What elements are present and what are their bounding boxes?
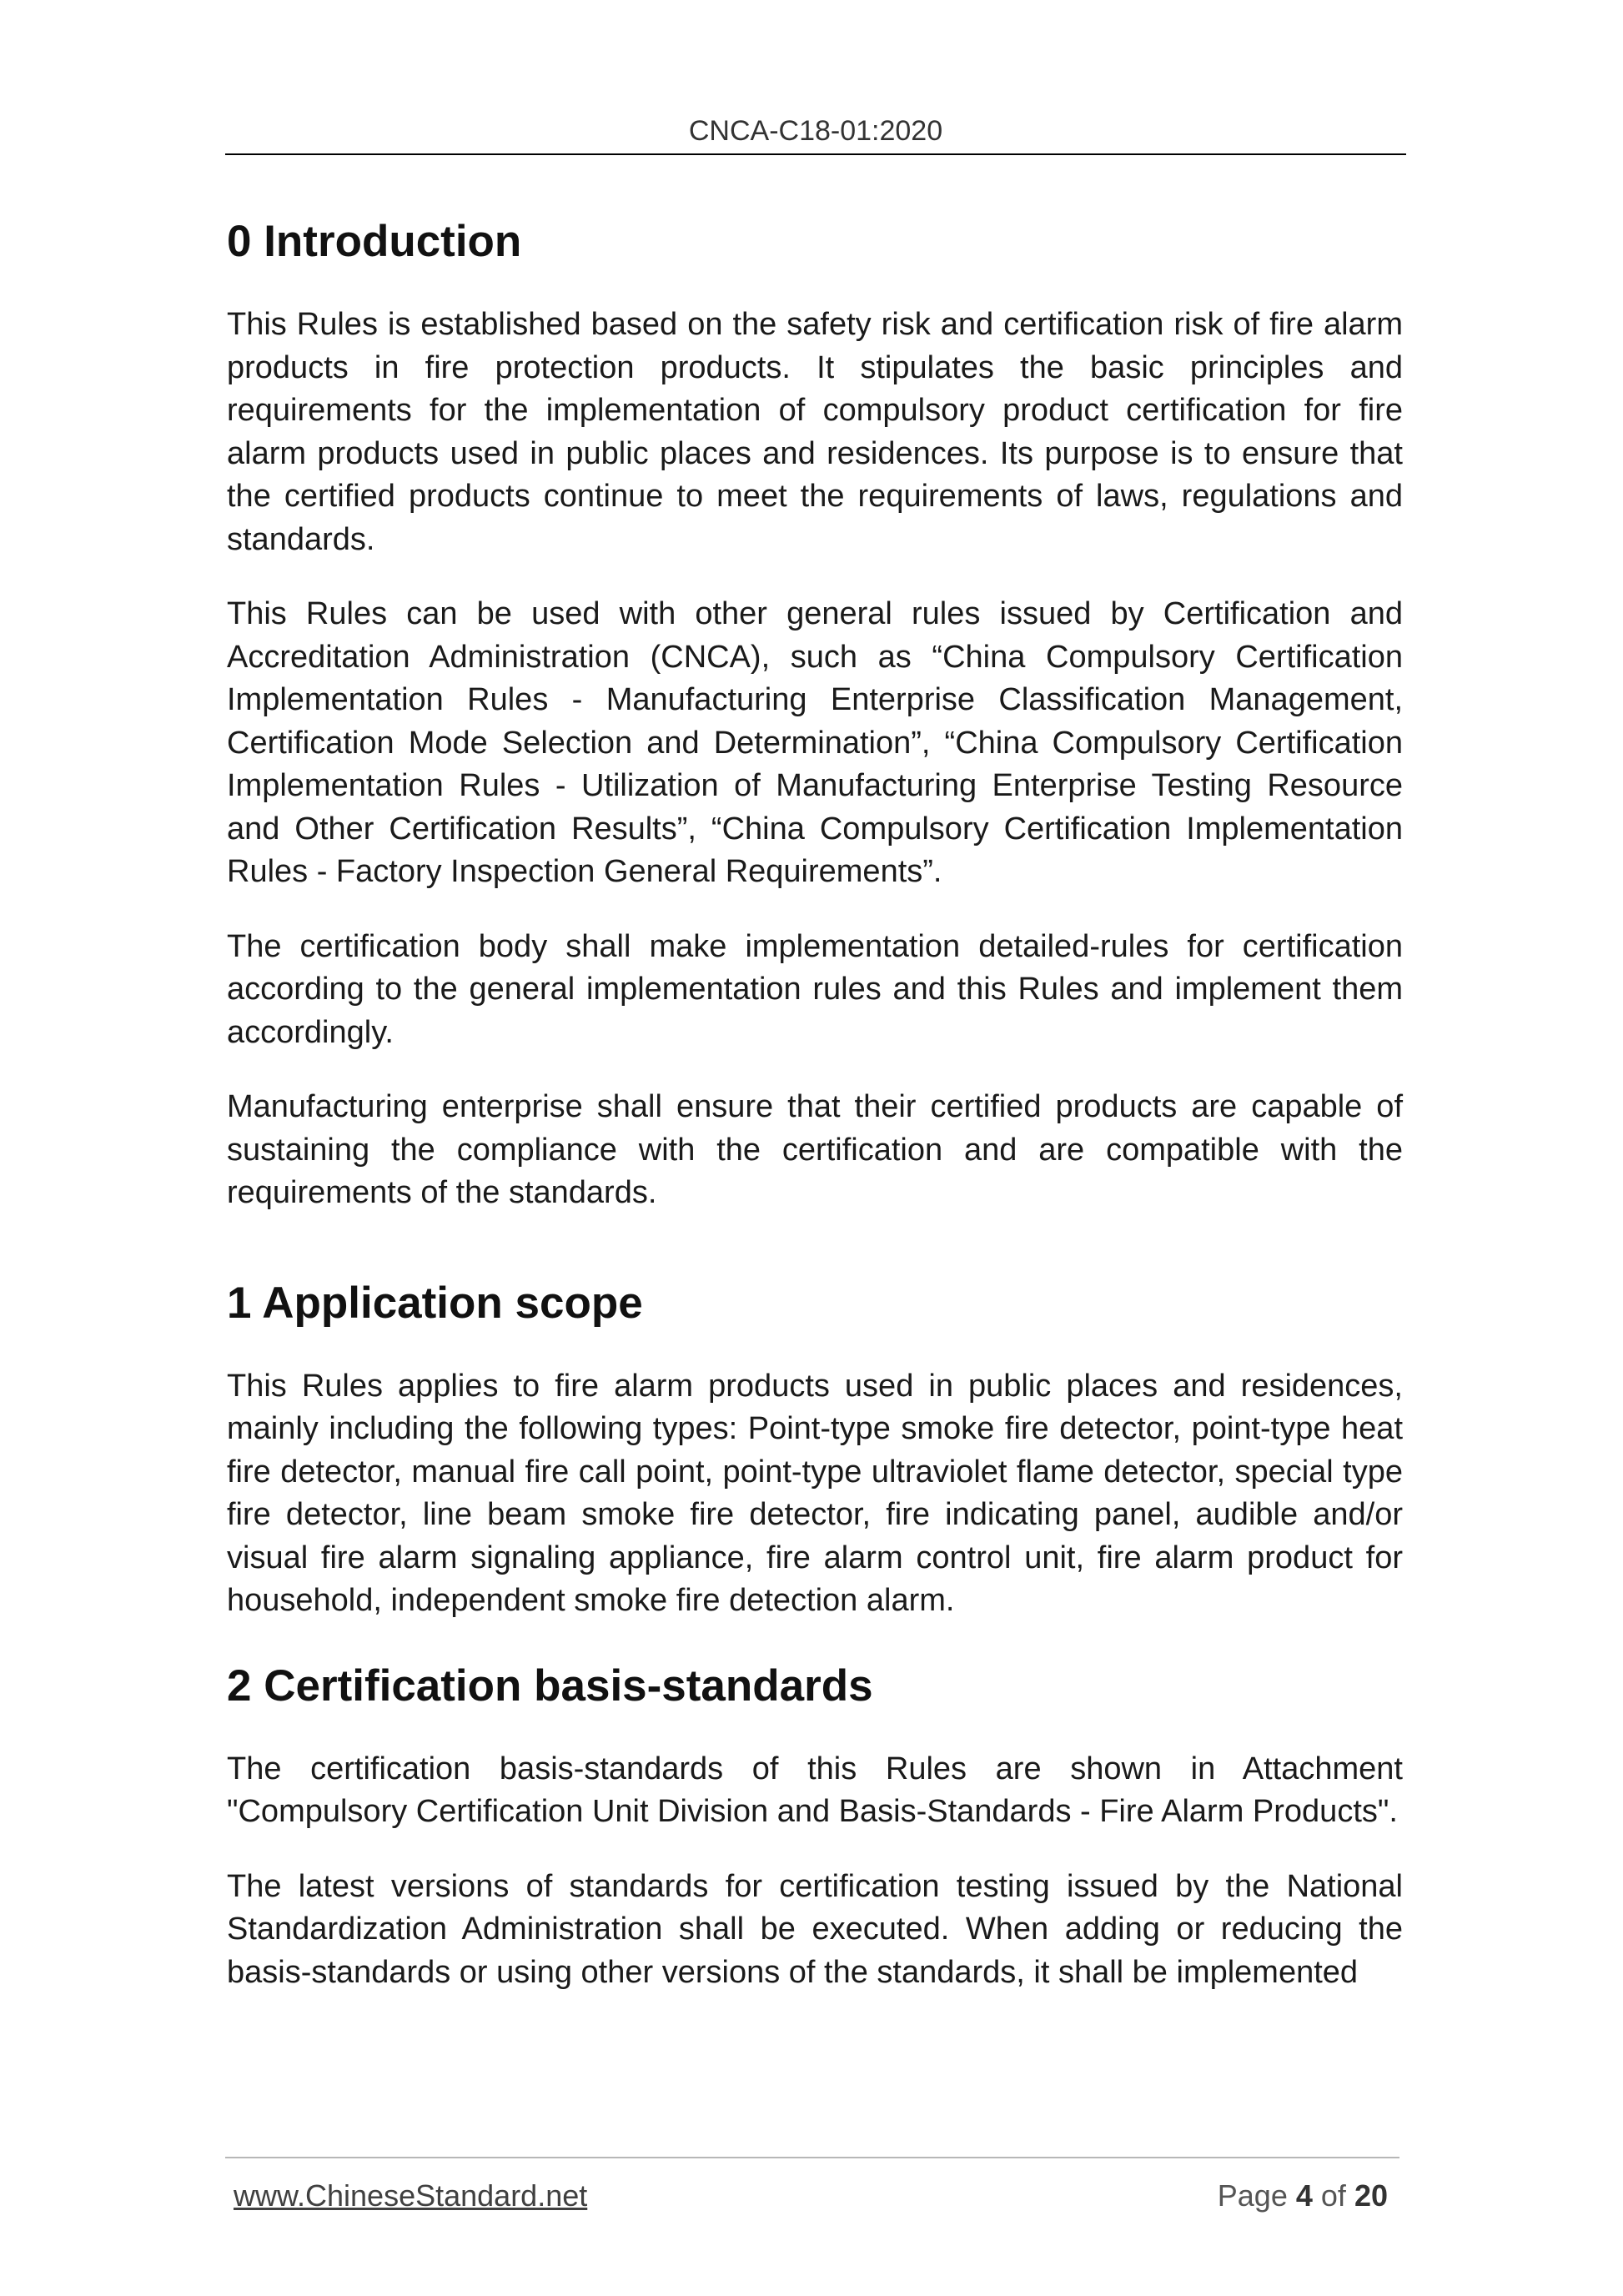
section-spacer: [227, 1247, 1403, 1275]
paragraph: The latest versions of standards for certification testing issued by the National Standardization Administration shall be executed. When adding or reducing the basis-standards or using other versions of the standards, it shall be implemented: [227, 1868, 1403, 1990]
document-header-code: CNCA-C18-01:2020: [688, 115, 943, 147]
of-word: of: [1320, 2178, 1346, 2213]
paragraph: The certification body shall make implementation detailed-rules for certification according to the general implementation rules and this Rules and implement them accordingly.: [227, 928, 1403, 1050]
paragraph: Manufacturing enterprise shall ensure that their certified products are capable of sustaining the compliance with the certification and are compatible with the requirements of the standards.: [227, 1089, 1403, 1210]
page-indicator: [1218, 2178, 1388, 2213]
paragraph: The certification basis-standards of this Rules are shown in Attachment "Compulsory Certification Unit Division and Basis-Standards - Fire Alarm Products".: [227, 1751, 1403, 1829]
paragraph: This Rules can be used with other general rules issued by Certification and Accreditation Administration (CNCA), such as “China Compulsory Certification Implementation Rules - Manufacturing Enterprise Classification Management, Certification Mode Selection and Determination”, “China Compulsory Certification Implementation Rules - Utilization of Manufacturing Enterprise Testing Resource and Other Certification Results”, “China Compulsory Certification Implementation Rules - Factory Inspection General Requirements”.: [227, 596, 1403, 889]
page-number: 4: [1295, 2178, 1313, 2213]
footer-website-link[interactable]: www.ChineseStandard.net: [234, 2178, 588, 2213]
paragraph: This Rules is established based on the safety risk and certification risk of fire alarm products in fire protection products. It stipulates the basic principles and requirements for the implementation of compulsory product certification for fire alarm products used in public places and residences. Its purpose is to ensure that the certified products continue to meet the requirements of laws, regulations and standards.: [227, 307, 1403, 557]
footer-divider: [225, 2157, 1399, 2158]
section-heading-application-scope: 1 Application scope: [227, 1278, 643, 1328]
section-heading-introduction: 0 Introduction: [227, 217, 522, 266]
section-heading-certification-basis: 2 Certification basis-standards: [227, 1660, 873, 1711]
paragraph: This Rules applies to fire alarm products used in public places and residences, mainly including the following types: Point-type smoke fire detector, point-type heat fire detector, manual fire call point, point-type ultraviolet flame detector, special type fire detector, line beam smoke fire detector, fire indicating panel, audible and/or visual fire alarm signaling appliance, fire alarm control unit, fire alarm product for household, independent smoke fire detection alarm.: [227, 1368, 1403, 1618]
document-body: [227, 214, 1403, 2026]
page-word: Page: [1217, 2178, 1288, 2213]
header-divider: [225, 153, 1406, 155]
page-total: 20: [1354, 2178, 1388, 2213]
